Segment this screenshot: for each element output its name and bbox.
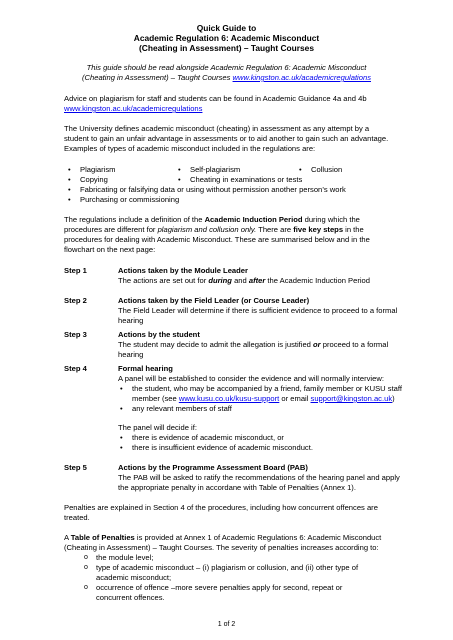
step-3-label: Step 3 bbox=[64, 330, 87, 339]
support-email-link[interactable]: support@kingston.ac.uk bbox=[310, 394, 393, 403]
intro-regulations-link[interactable]: www.kingston.ac.uk/academicregulations bbox=[232, 73, 371, 82]
example-plagiarism: • Plagiarism bbox=[80, 165, 115, 174]
panel-decide: The panel will decide if: bbox=[118, 423, 197, 432]
step-1-label: Step 1 bbox=[64, 266, 87, 275]
intro-text: (Cheating in Assessment) – Taught Courses bbox=[82, 73, 233, 82]
step-2-text-1: The Field Leader will determine if there is sufficient evidence to proceed to a formal bbox=[118, 306, 398, 315]
advice-regulations-link[interactable]: www.kingston.ac.uk/academicregulations bbox=[64, 104, 203, 113]
step-5-label: Step 5 bbox=[64, 463, 87, 472]
step-2-label: Step 2 bbox=[64, 296, 87, 305]
advice-link-row bbox=[64, 104, 202, 113]
or-emphasis: or bbox=[313, 340, 321, 349]
induction-italic: plagiarism and collusion only. bbox=[157, 225, 257, 234]
step-4-heading: Formal hearing bbox=[118, 364, 173, 373]
example-collusion: • Collusion bbox=[311, 165, 342, 174]
induction-line-2 bbox=[64, 225, 364, 234]
five-key-steps-bold: five key steps bbox=[293, 225, 344, 234]
step-text: or email bbox=[279, 394, 311, 403]
page-number: 1 of 2 bbox=[217, 621, 236, 628]
induction-text: The regulations include a definition of the bbox=[64, 215, 205, 224]
advice-line: Advice on plagiarism for staff and students can be found in Academic Guidance 4a and 4b bbox=[64, 94, 367, 103]
step-3-text-1 bbox=[118, 340, 388, 349]
step-4-label: Step 4 bbox=[64, 364, 87, 373]
induction-period-bold: Academic Induction Period bbox=[204, 215, 303, 224]
step-5-heading: Actions by the Programme Assessment Board (PAB) bbox=[118, 463, 308, 472]
induction-text: procedures are different for bbox=[64, 225, 158, 234]
induction-line-3: procedures for dealing with Academic Misconduct. These are summarised below and in the bbox=[64, 235, 370, 244]
step-4-bullet-student: • the student, who may be accompanied by a friend, family member or KUSU staff bbox=[132, 384, 402, 393]
step-1-text bbox=[118, 276, 370, 285]
intro-line-1: This guide should be read alongside Academic Regulation 6: Academic Misconduct bbox=[86, 63, 367, 72]
example-copying: • Copying bbox=[80, 175, 108, 184]
example-fabricating: • Fabricating or falsifying data or using without permission another person’s work bbox=[80, 185, 346, 194]
during-emphasis: during bbox=[208, 276, 232, 285]
kusu-support-link[interactable]: www.kusu.co.uk/kusu-support bbox=[178, 394, 280, 403]
severity-occurrence: o occurrence of offence –more severe penalties apply for second, repeat or bbox=[96, 583, 342, 592]
step-4-bullet-staff: • any relevant members of staff bbox=[132, 404, 232, 413]
intro-line-2 bbox=[0, 73, 453, 82]
step-text: ) bbox=[392, 394, 395, 403]
step-text: The student may decide to admit the allegation is justified bbox=[118, 340, 314, 349]
penalties-line-2: treated. bbox=[64, 513, 90, 522]
definition-line-1: The University defines academic misconduct (cheating) in assessment as any attempt by a bbox=[64, 124, 370, 133]
severity-type: o type of academic misconduct – (i) plagiarism or collusion, and (ii) other type of bbox=[96, 563, 358, 572]
severity-module-level: o the module level; bbox=[96, 553, 153, 562]
table-line-1 bbox=[64, 533, 381, 542]
title-line-2: Academic Regulation 6: Academic Misconduct bbox=[133, 33, 320, 43]
step-text: proceed to a formal bbox=[320, 340, 389, 349]
table-line-2: (Cheating in Assessment) – Taught Courses. The severity of penalties increases according to: bbox=[64, 543, 379, 552]
step-text: and bbox=[231, 276, 249, 285]
step-1-heading: Actions taken by the Module Leader bbox=[118, 266, 248, 275]
example-purchasing: • Purchasing or commissioning bbox=[80, 195, 179, 204]
definition-line-3: Examples of types of academic misconduct included in the regulations are: bbox=[64, 144, 316, 153]
step-2-heading: Actions taken by the Field Leader (or Course Leader) bbox=[118, 296, 310, 305]
step-text: The actions are set out for bbox=[118, 276, 209, 285]
step-text: the Academic Induction Period bbox=[265, 276, 371, 285]
induction-text: in the bbox=[343, 225, 364, 234]
table-of-penalties-bold: Table of Penalties bbox=[70, 533, 135, 542]
induction-text: during which the bbox=[302, 215, 360, 224]
step-4-member-line bbox=[132, 394, 395, 403]
title-line-3: (Cheating in Assessment) – Taught Courses bbox=[139, 43, 314, 53]
step-3-heading: Actions by the student bbox=[118, 330, 200, 339]
example-self-plagiarism: • Self-plagiarism bbox=[190, 165, 240, 174]
decide-evidence: • there is evidence of academic misconduct, or bbox=[132, 433, 284, 442]
decide-insufficient: • there is insufficient evidence of academic misconduct. bbox=[132, 443, 313, 452]
table-text: A bbox=[64, 533, 71, 542]
step-3-text-2: hearing bbox=[118, 350, 144, 359]
definition-line-2: student to gain an unfair advantage in assessments or to aid another to gain such an advantage. bbox=[64, 134, 389, 143]
induction-line-4: flowchart on the next page: bbox=[64, 245, 156, 254]
induction-text: There are bbox=[256, 225, 294, 234]
penalties-line-1: Penalties are explained in Section 4 of the procedures, including how concurrent offences are bbox=[64, 503, 378, 512]
table-text: is provided at Annex 1 of Academic Regulations 6: Academic Misconduct bbox=[134, 533, 382, 542]
step-5-text-2: the appropriate penalty in accordane with Table of Penalties (Annex 1). bbox=[118, 483, 356, 492]
after-emphasis: after bbox=[248, 276, 266, 285]
example-cheating-exams: • Cheating in examinations or tests bbox=[190, 175, 302, 184]
induction-line-1 bbox=[64, 215, 360, 224]
title-line-1: Quick Guide to bbox=[196, 23, 257, 33]
step-2-text-2: hearing bbox=[118, 316, 144, 325]
step-5-text-1: The PAB will be asked to ratify the recommendations of the hearing panel and apply bbox=[118, 473, 400, 482]
severity-occurrence-cont: concurrent offences. bbox=[96, 593, 165, 602]
step-text: member (see bbox=[132, 394, 179, 403]
severity-type-cont: academic misconduct; bbox=[96, 573, 172, 582]
step-4-text: A panel will be established to consider the evidence and will normally interview: bbox=[118, 374, 384, 383]
